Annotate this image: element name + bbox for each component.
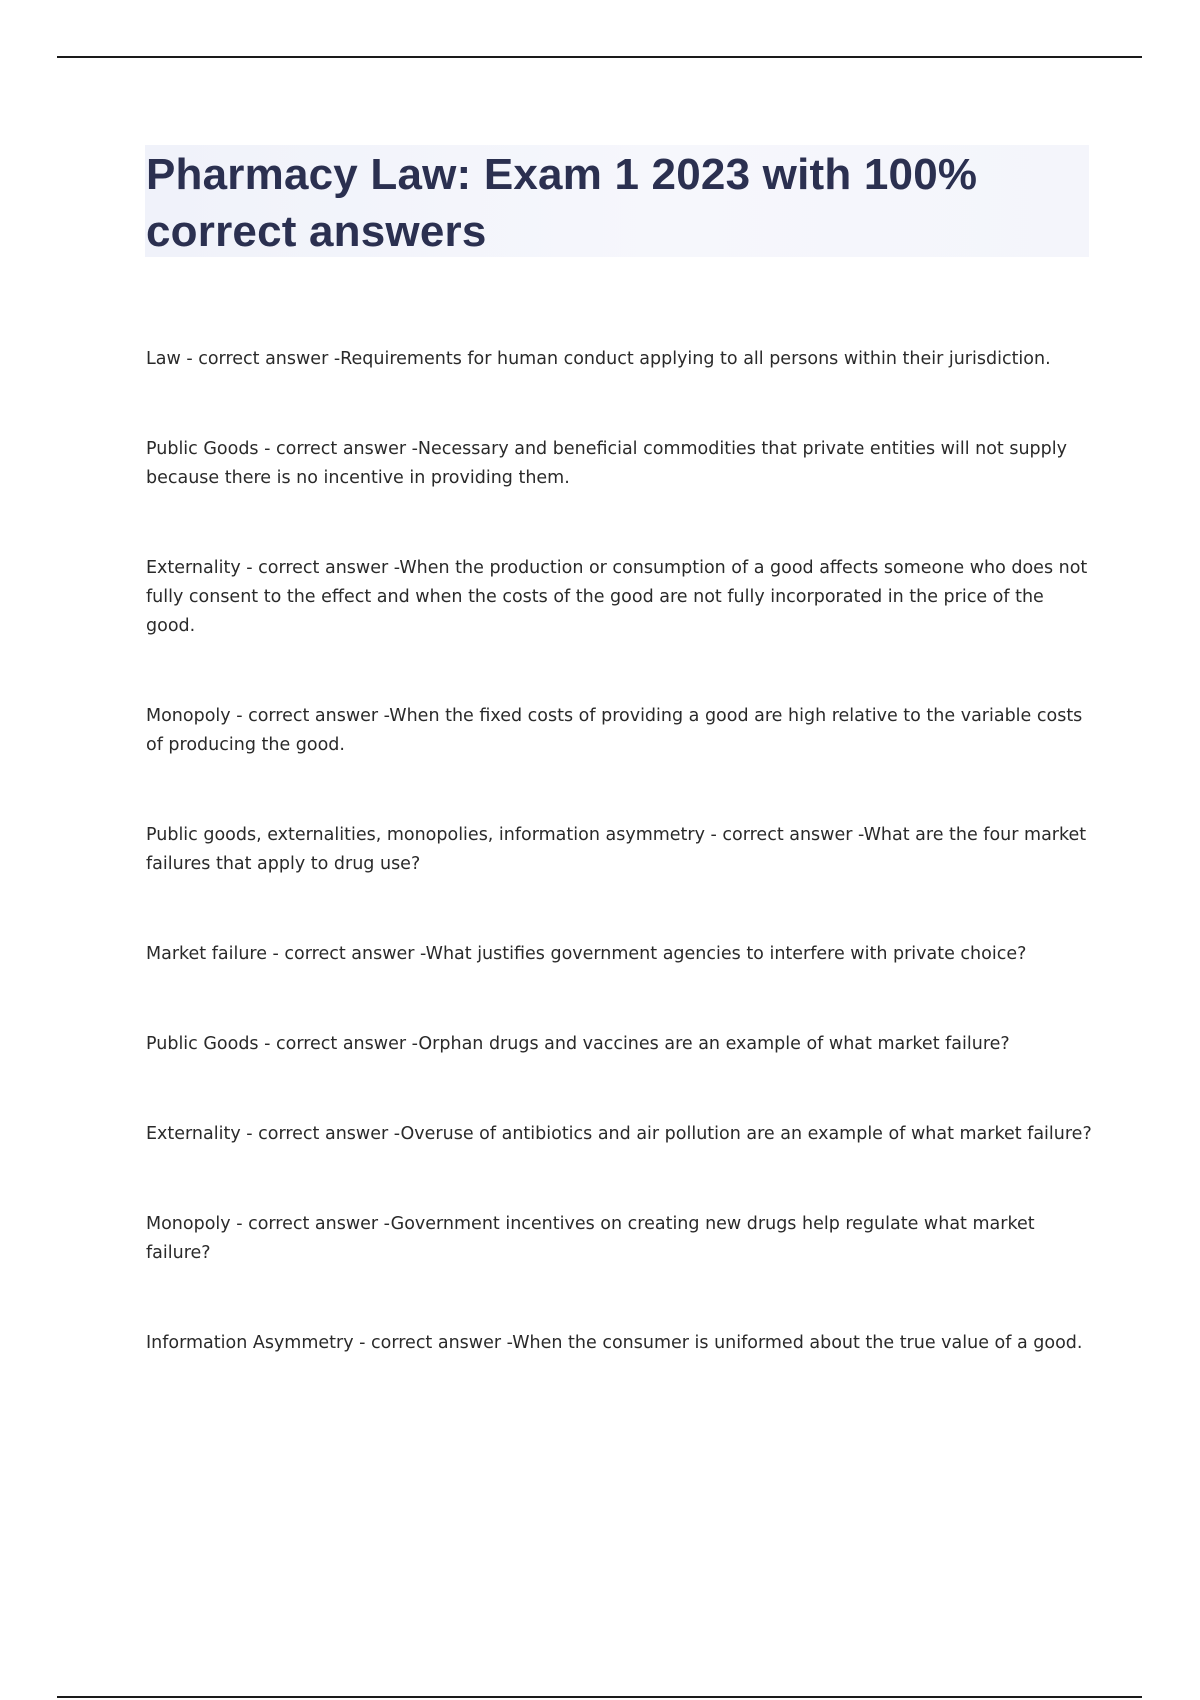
qa-entry: Monopoly - correct answer -Government incentives on creating new drugs help regulate what market failure?: [146, 1214, 1035, 1263]
qa-entry: Public Goods - correct answer -Orphan drugs and vaccines are an example of what market failure?: [146, 1034, 1010, 1054]
qa-entry: Law - correct answer -Requirements for human conduct applying to all persons within their jurisdiction.: [146, 349, 1051, 369]
qa-entry: Monopoly - correct answer -When the fixed costs of providing a good are high relative to the variable costs of producing the good.: [146, 706, 1083, 755]
qa-entry: Market failure - correct answer -What justifies government agencies to interfere with private choice?: [146, 944, 1027, 964]
qa-entry: Public goods, externalities, monopolies, information asymmetry - correct answer -What are the four market failures that apply to drug use?: [146, 825, 1087, 874]
qa-entry: Externality - correct answer -When the production or consumption of a good affects someone who does not fully consent to the effect and when the costs of the good are not fully incorporated in the price of the good.: [146, 558, 1088, 636]
document-title: Pharmacy Law: Exam 1 2023 with 100% correct answers: [146, 150, 978, 256]
qa-entry: Public Goods - correct answer -Necessary and beneficial commodities that private entities will not supply because there is no incentive in providing them.: [146, 439, 1067, 488]
top-divider: [57, 56, 1142, 58]
qa-entry: Information Asymmetry - correct answer -When the consumer is uniformed about the true value of a good.: [146, 1333, 1083, 1353]
qa-list: [146, 345, 1096, 1358]
bottom-divider: [57, 1696, 1142, 1698]
qa-entry: Externality - correct answer -Overuse of antibiotics and air pollution are an example of what market failure?: [146, 1124, 1092, 1144]
